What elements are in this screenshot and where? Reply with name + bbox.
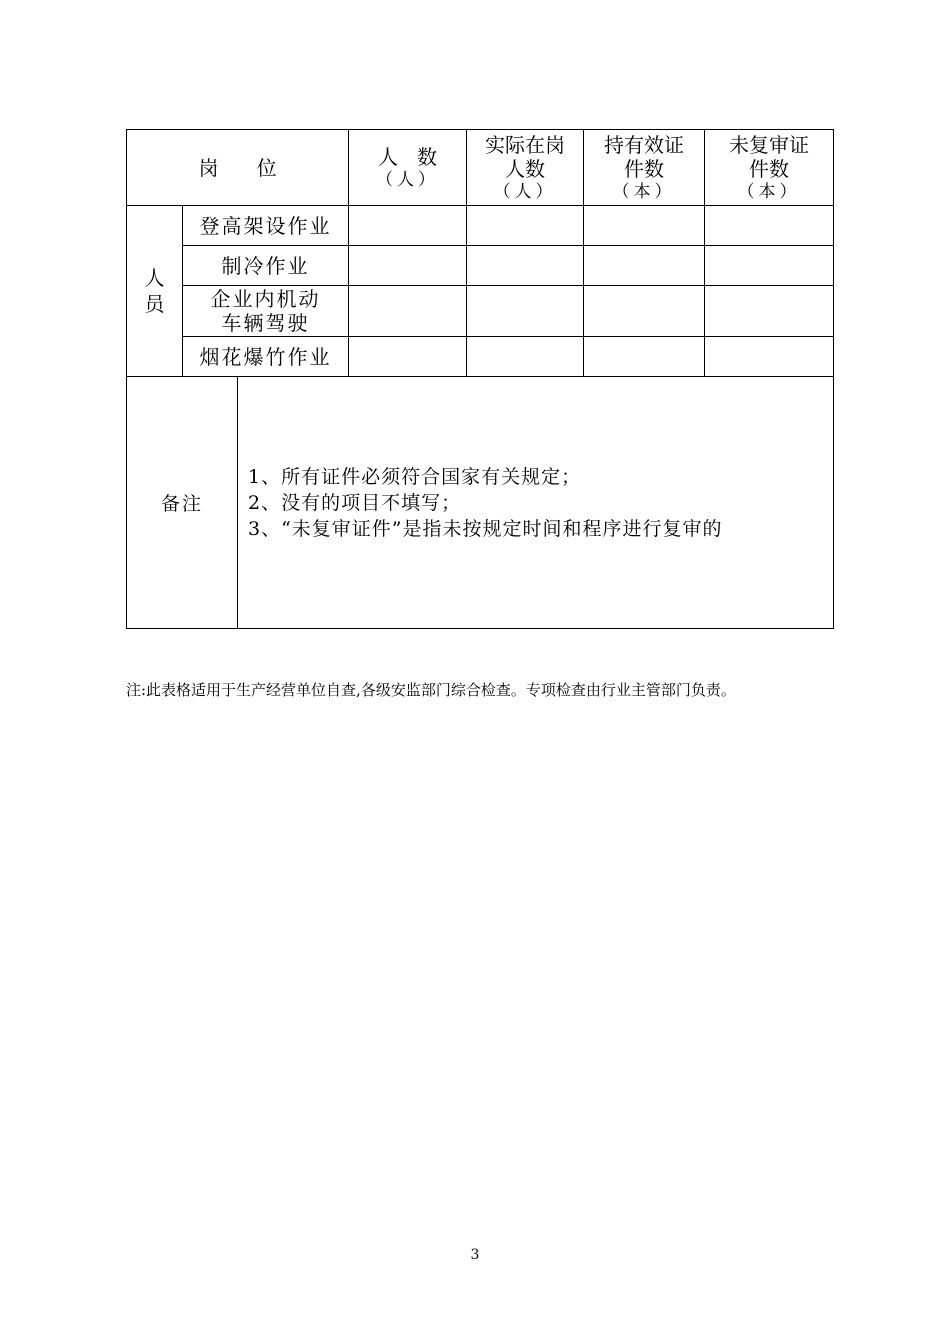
remark-item: 1、所有证件必须符合国家有关规定；	[248, 465, 582, 488]
header-onduty-line2: 人数	[505, 156, 546, 181]
job-label: 制冷作业	[221, 253, 310, 278]
footnote: 注:此表格适用于生产经营单位自查,各级安监部门综合检查。专项检查由行业主管部门负责。	[126, 681, 736, 699]
header-position-cell	[127, 130, 349, 206]
valid-input-cell[interactable]	[584, 286, 705, 337]
inspection-table	[126, 129, 834, 629]
page-number: 3	[470, 1247, 480, 1263]
count-input-cell[interactable]	[349, 337, 467, 377]
remark-item: 3、“未复审证件”是指未按规定时间和程序进行复审的	[248, 517, 723, 540]
header-onduty-line1: 实际在岗	[485, 132, 566, 157]
header-valid-unit: （本）	[612, 181, 676, 202]
personnel-group-char: 人	[144, 266, 165, 290]
onduty-input-cell[interactable]	[467, 337, 584, 377]
header-onduty-unit: （人）	[493, 181, 557, 202]
header-valid-cell	[584, 130, 705, 206]
job-label-cell	[183, 206, 349, 246]
remarks-body	[238, 377, 833, 628]
job-label-line2: 车辆驾驶	[221, 311, 310, 335]
header-count-label: 人 数	[377, 144, 438, 169]
job-label-cell	[183, 337, 349, 377]
job-label-cell	[183, 246, 349, 286]
personnel-group-cell	[127, 206, 183, 377]
count-input-cell[interactable]	[349, 246, 467, 286]
remarks-row	[127, 377, 834, 629]
job-label-cell	[183, 286, 349, 337]
onduty-input-cell[interactable]	[467, 286, 584, 337]
header-position-label: 岗 位	[198, 155, 277, 180]
remarks-label: 备注	[160, 493, 203, 515]
unreviewed-input-cell[interactable]	[705, 286, 834, 337]
table-row	[127, 246, 834, 286]
remarks-label-cell	[127, 377, 238, 628]
header-valid-line1: 持有效证	[604, 132, 685, 157]
onduty-input-cell[interactable]	[467, 246, 584, 286]
table-row	[127, 286, 834, 337]
personnel-group-char: 员	[144, 292, 165, 316]
table-row	[127, 206, 834, 246]
header-onduty-cell	[467, 130, 584, 206]
job-label: 登高架设作业	[199, 213, 332, 238]
remarks-wrapper-cell	[127, 377, 834, 629]
header-unreviewed-unit: （本）	[737, 181, 801, 202]
valid-input-cell[interactable]	[584, 206, 705, 246]
valid-input-cell[interactable]	[584, 337, 705, 377]
header-unreviewed-line2: 件数	[749, 156, 790, 181]
job-label: 企业内机动	[210, 287, 321, 311]
job-label: 烟花爆竹作业	[199, 344, 332, 369]
unreviewed-input-cell[interactable]	[705, 337, 834, 377]
count-input-cell[interactable]	[349, 206, 467, 246]
header-count-unit: （人）	[376, 169, 440, 190]
table-row	[127, 337, 834, 377]
header-count-cell	[349, 130, 467, 206]
header-unreviewed-line1: 未复审证	[729, 132, 810, 157]
count-input-cell[interactable]	[349, 286, 467, 337]
header-unreviewed-cell	[705, 130, 834, 206]
onduty-input-cell[interactable]	[467, 206, 584, 246]
header-row	[127, 130, 834, 206]
remark-item: 2、没有的项目不填写；	[248, 491, 462, 514]
unreviewed-input-cell[interactable]	[705, 246, 834, 286]
header-valid-line2: 件数	[624, 156, 665, 181]
valid-input-cell[interactable]	[584, 246, 705, 286]
unreviewed-input-cell[interactable]	[705, 206, 834, 246]
